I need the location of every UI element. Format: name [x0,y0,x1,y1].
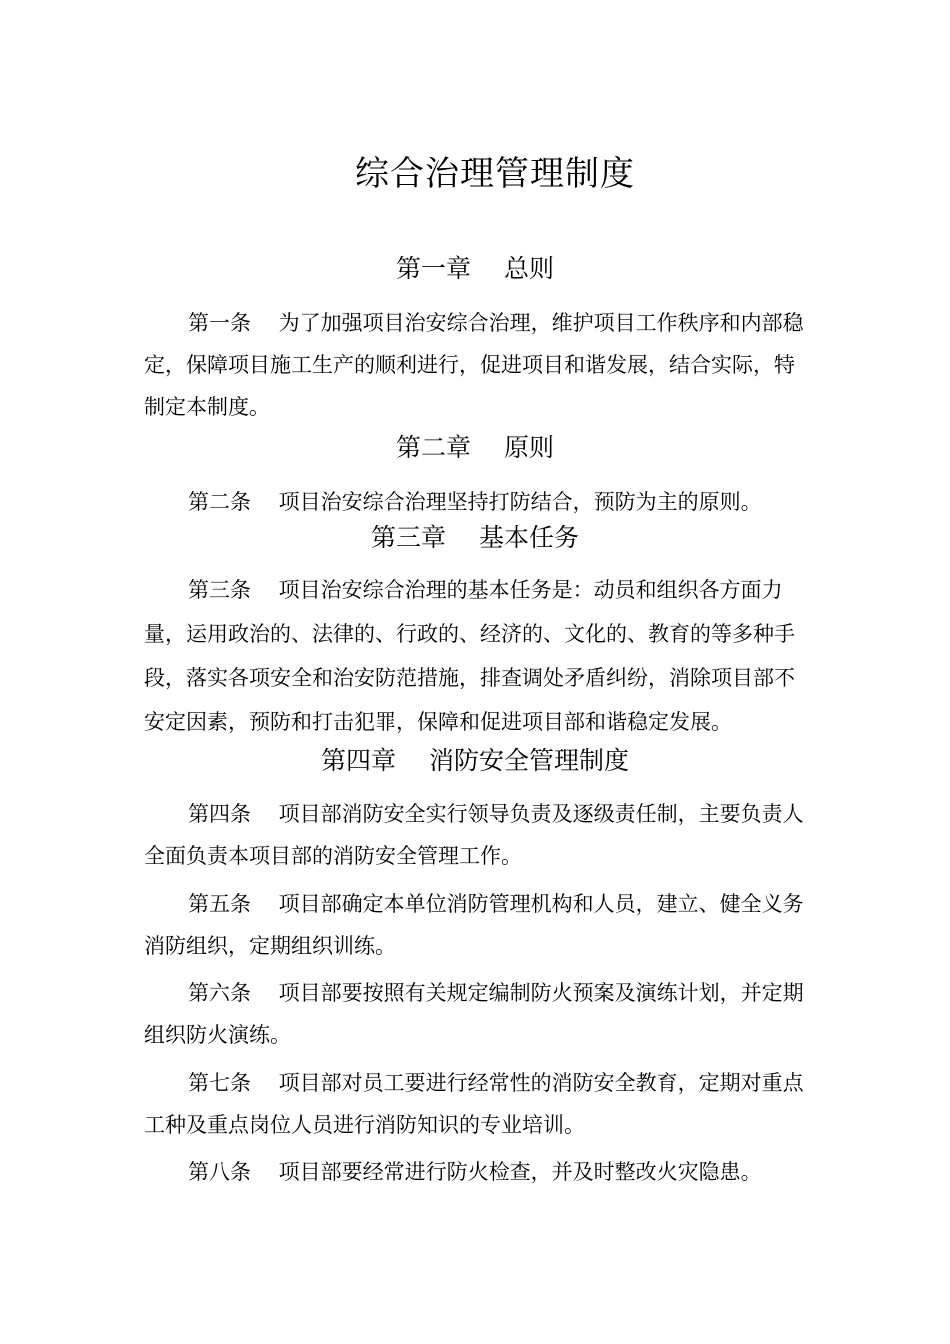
article-6 [144,972,812,1056]
article-2-label: 第二条 [188,490,251,514]
article-2-text: 项目治安综合治理坚持打防结合，预防为主的原则。 [251,490,762,514]
article-4-text: 项目部消防安全实行领导负责及逐级责任制，主要负责人全面负责本项目部的消防安全管理工作。 [144,802,804,868]
article-3-text: 项目治安综合治理的基本任务是：动员和组织各方面力量，运用政治的、法律的、行政的、经济的、文化的、教育的等多种手段，落实各项安全和治安防范措施，排查调处矛盾纠纷，消除项目部不安定因素，预防和打击犯罪，保障和促进项目部和谐稳定发展。 [144,578,795,734]
article-8 [144,1151,812,1193]
article-5-text: 项目部确定本单位消防管理机构和人员，建立、健全义务消防组织，定期组织训练。 [144,892,804,958]
document-title: 综合治理管理制度 [355,154,635,194]
chapter-4-heading: 第四章 消防安全管理制度 [321,746,629,775]
article-3-label: 第三条 [188,578,251,602]
article-8-label: 第八条 [188,1160,251,1184]
article-3 [144,568,812,744]
article-5 [144,883,812,967]
article-4 [144,793,812,877]
article-4-label: 第四条 [188,802,251,826]
article-6-text: 项目部要按照有关规定编制防火预案及演练计划，并定期组织防火演练。 [144,981,804,1047]
article-6-label: 第六条 [188,981,251,1005]
chapter-1-heading: 第一章 总则 [396,254,554,283]
article-2 [144,481,812,523]
article-1 [144,302,812,428]
article-7-text: 项目部对员工要进行经常性的消防安全教育，定期对重点工种及重点岗位人员进行消防知识的专业培训。 [144,1071,804,1137]
article-5-label: 第五条 [188,892,251,916]
chapter-2-heading: 第二章 原则 [396,433,554,462]
article-1-text: 为了加强项目治安综合治理，维护项目工作秩序和内部稳定，保障项目施工生产的顺利进行，促进项目和谐发展，结合实际，特制定本制度。 [144,311,804,419]
article-7 [144,1062,812,1146]
article-8-text: 项目部要经常进行防火检查，并及时整改火灾隐患。 [251,1160,762,1184]
chapter-3-heading: 第三章 基本任务 [371,523,579,552]
article-1-label: 第一条 [188,311,251,335]
article-7-label: 第七条 [188,1071,251,1095]
